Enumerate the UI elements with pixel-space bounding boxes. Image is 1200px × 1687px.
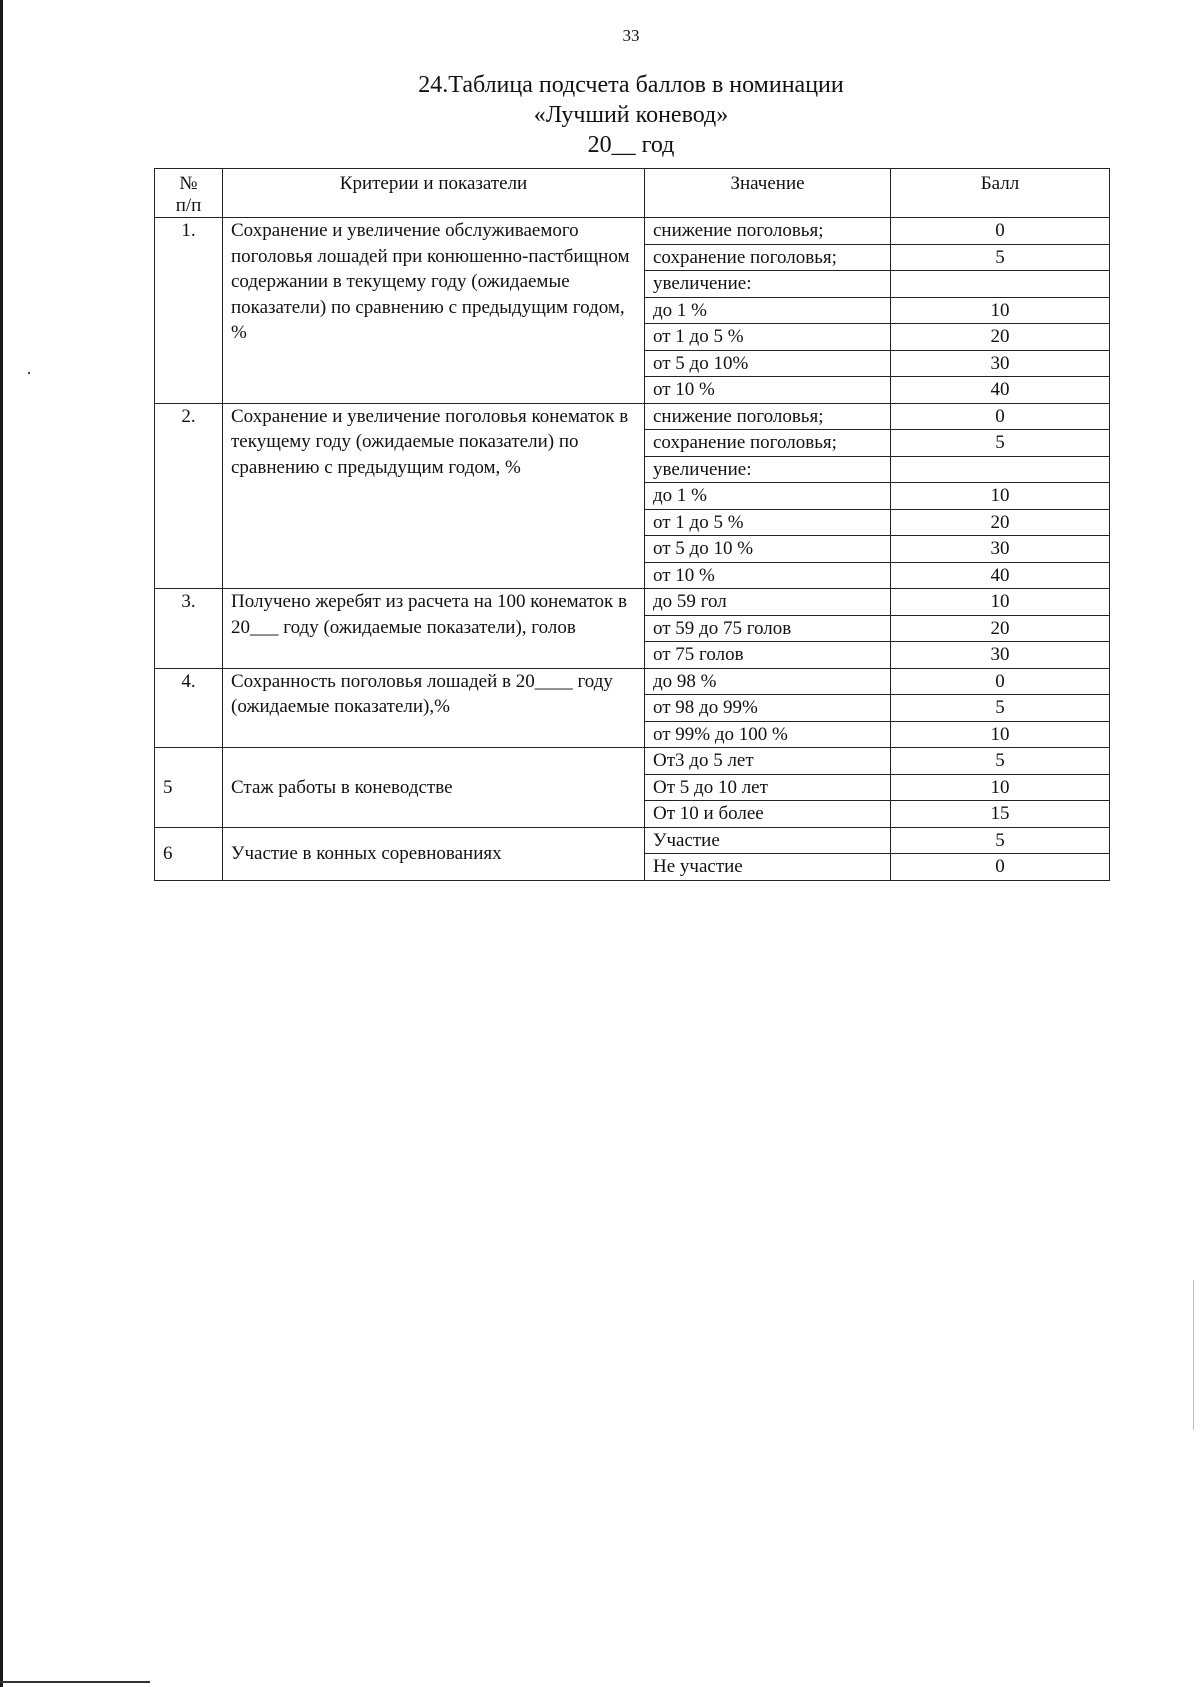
score-cell: 5 [891, 244, 1110, 271]
table-row [155, 748, 1110, 775]
score-cell: 0 [891, 218, 1110, 245]
score-cell: 10 [891, 774, 1110, 801]
value-cell: от 1 до 5 % [645, 509, 891, 536]
row-number: 4. [155, 668, 223, 748]
score-cell: 20 [891, 324, 1110, 351]
score-cell: 5 [891, 695, 1110, 722]
table-row [155, 589, 1110, 616]
value-cell: от 10 % [645, 562, 891, 589]
value-cell: от 5 до 10 % [645, 536, 891, 563]
table-body [155, 218, 1110, 881]
table-header-row [155, 169, 1110, 218]
value-cell: От 5 до 10 лет [645, 774, 891, 801]
score-cell: 0 [891, 668, 1110, 695]
value-cell: увеличение: [645, 271, 891, 298]
value-cell: снижение поголовья; [645, 403, 891, 430]
scan-border-bottom [0, 1681, 150, 1683]
value-cell: Не участие [645, 854, 891, 881]
header-num-line-1: № [179, 173, 198, 194]
value-cell: снижение поголовья; [645, 218, 891, 245]
value-cell: от 5 до 10% [645, 350, 891, 377]
value-cell: Участие [645, 827, 891, 854]
criterion-cell: Стаж работы в коневодстве [223, 748, 645, 828]
value-cell: увеличение: [645, 456, 891, 483]
value-cell: От 10 и более [645, 801, 891, 828]
table-row [155, 403, 1110, 430]
criterion-cell: Сохранность поголовья лошадей в 20____ году (ожидаемые показатели),% [223, 668, 645, 748]
page-number: 33 [622, 26, 640, 45]
score-cell: 30 [891, 350, 1110, 377]
table-row [155, 827, 1110, 854]
value-cell: от 59 до 75 голов [645, 615, 891, 642]
header-score: Балл [891, 169, 1110, 218]
value-cell: до 1 % [645, 483, 891, 510]
value-cell: От3 до 5 лет [645, 748, 891, 775]
value-cell: от 99% до 100 % [645, 721, 891, 748]
score-cell: 30 [891, 642, 1110, 669]
scan-border-left [0, 0, 3, 1687]
value-cell: от 10 % [645, 377, 891, 404]
title-line-2: «Лучший коневод» [533, 102, 729, 128]
header-num-line-2: п/п [175, 195, 202, 216]
score-cell: 30 [891, 536, 1110, 563]
table-row [155, 668, 1110, 695]
score-cell: 0 [891, 854, 1110, 881]
score-cell: 10 [891, 483, 1110, 510]
criterion-cell: Получено жеребят из расчета на 100 конематок в 20___ году (ожидаемые показатели), голов [223, 589, 645, 669]
row-number: 5 [155, 748, 223, 828]
score-cell: 0 [891, 403, 1110, 430]
value-cell: до 98 % [645, 668, 891, 695]
row-number: 3. [155, 589, 223, 669]
value-cell: до 59 гол [645, 589, 891, 616]
score-cell: 5 [891, 430, 1110, 457]
value-cell: от 98 до 99% [645, 695, 891, 722]
row-number: 1. [155, 218, 223, 404]
criterion-cell: Участие в конных соревнованиях [223, 827, 645, 880]
scan-speck [28, 372, 30, 374]
criterion-cell: Сохранение и увеличение обслуживаемого поголовья лошадей при конюшенно-пастбищном содержании в текущему году (ожидаемые показатели) по сравнению с предыдущим годом, % [223, 218, 645, 404]
title-line-3: 20__ год [587, 132, 675, 158]
value-cell: от 1 до 5 % [645, 324, 891, 351]
document-title [0, 70, 1200, 160]
score-cell: 20 [891, 615, 1110, 642]
table-row [155, 218, 1110, 245]
score-cell [891, 271, 1110, 298]
scan-line-right [1193, 1280, 1194, 1430]
criterion-cell: Сохранение и увеличение поголовья конематок в текущему году (ожидаемые показатели) по сравнению с предыдущим годом, % [223, 403, 645, 589]
score-cell: 10 [891, 297, 1110, 324]
score-cell: 10 [891, 589, 1110, 616]
score-cell: 20 [891, 509, 1110, 536]
score-cell: 10 [891, 721, 1110, 748]
value-cell: сохранение поголовья; [645, 244, 891, 271]
title-line-1: 24.Таблица подсчета баллов в номинации [418, 72, 844, 98]
score-cell: 40 [891, 562, 1110, 589]
row-number: 6 [155, 827, 223, 880]
score-cell [891, 456, 1110, 483]
value-cell: сохранение поголовья; [645, 430, 891, 457]
score-cell: 5 [891, 748, 1110, 775]
score-cell: 40 [891, 377, 1110, 404]
header-num [155, 169, 223, 218]
row-number: 2. [155, 403, 223, 589]
header-value: Значение [645, 169, 891, 218]
score-cell: 15 [891, 801, 1110, 828]
scoring-table [154, 168, 1110, 881]
header-criteria: Критерии и показатели [223, 169, 645, 218]
value-cell: от 75 голов [645, 642, 891, 669]
value-cell: до 1 % [645, 297, 891, 324]
score-cell: 5 [891, 827, 1110, 854]
